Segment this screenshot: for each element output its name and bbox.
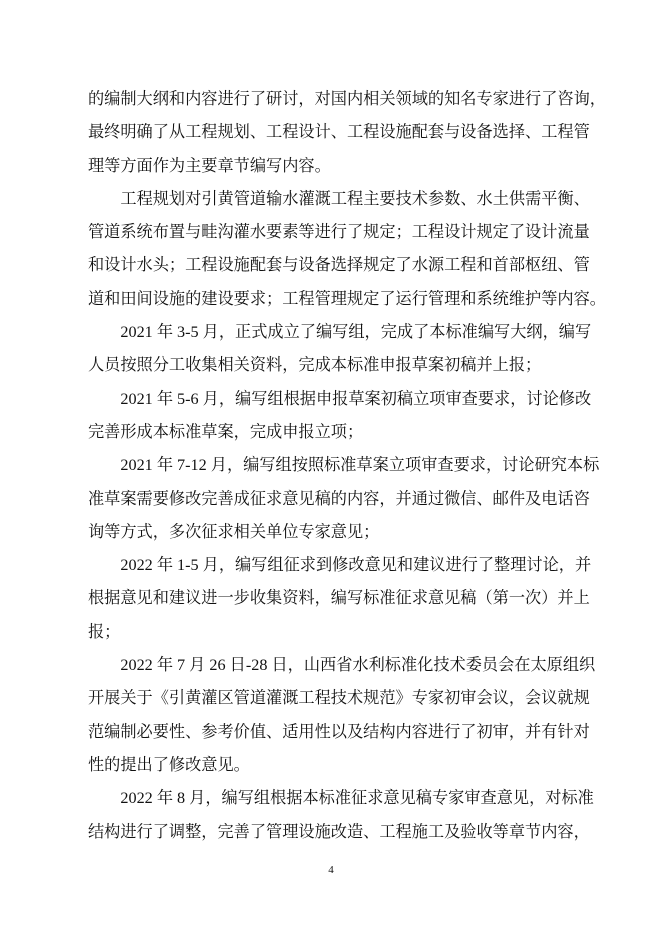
paragraph <box>88 316 592 383</box>
text-line: 工程规划对引黄管道输水灌溉工程主要技术参数、水土供需平衡、 <box>120 189 590 208</box>
text-line: 的编制大纲和内容进行了研讨，对国内相关领域的知名专家进行了咨询， <box>88 90 606 108</box>
text-line: 完善形成本标准草案，完成申报立项； <box>88 422 364 441</box>
text-line: 准草案需要修改完善成征求意见稿的内容，并通过微信、邮件及电话咨 <box>88 489 590 508</box>
paragraph <box>88 383 592 450</box>
text-line: 最终明确了从工程规划、工程设计、工程设施配套与设备选择、工程管 <box>88 123 590 142</box>
text-line: 理等方面作为主要章节编写内容。 <box>88 156 331 175</box>
text-line: 2022 年 7 月 26 日-28 日，山西省水利标准化技术委员会在太原组织 <box>120 656 596 675</box>
text-line: 根据意见和建议进一步收集资料，编写标准征求意见稿（第一次）并上 <box>88 589 590 608</box>
text-line: 道和田间设施的建设要求；工程管理规定了运行管理和系统维护等内容。 <box>88 289 606 308</box>
paragraph <box>88 649 596 782</box>
paragraph <box>88 183 606 316</box>
paragraph <box>88 782 594 849</box>
page-number: 4 <box>328 864 334 876</box>
text-line: 询等方式，多次征求相关单位专家意见； <box>88 522 380 541</box>
text-line: 结构进行了调整，完善了管理设施改造、工程施工及验收等章节内容， <box>88 822 590 841</box>
text-line: 管道系统布置与畦沟灌水要素等进行了规定；工程设计规定了设计流量 <box>88 223 590 242</box>
text-line: 2021 年 3-5 月，正式成立了编写组，完成了本标准编写大纲，编写 <box>120 323 592 342</box>
text-line: 性的提出了修改意见。 <box>88 755 250 774</box>
text-line: 2021 年 7-12 月，编写组按照标准草案立项审查要求，讨论研究本标 <box>120 456 600 475</box>
text-line: 范编制必要性、参考价值、适用性以及结构内容进行了初审，并有针对 <box>88 722 590 741</box>
text-line: 报； <box>88 622 121 641</box>
paragraph <box>88 83 606 183</box>
text-line: 2022 年 8 月，编写组根据本标准征求意见稿专家审查意见，对标准 <box>120 789 594 808</box>
text-line: 和设计水头；工程设施配套与设备选择规定了水源工程和首部枢纽、管 <box>88 256 590 275</box>
document-body <box>88 83 606 849</box>
paragraph <box>88 549 592 649</box>
text-line: 2022 年 1-5 月，编写组征求到修改意见和建议进行了整理讨论，并 <box>120 556 592 575</box>
text-line: 2021 年 5-6 月，编写组根据申报草案初稿立项审查要求，讨论修改 <box>120 389 592 408</box>
text-line: 开展关于《引黄灌区管道灌溉工程技术规范》专家初审会议，会议就规 <box>88 689 590 708</box>
paragraph <box>88 449 600 549</box>
text-line: 人员按照分工收集相关资料，完成本标准申报草案初稿并上报； <box>88 356 542 375</box>
